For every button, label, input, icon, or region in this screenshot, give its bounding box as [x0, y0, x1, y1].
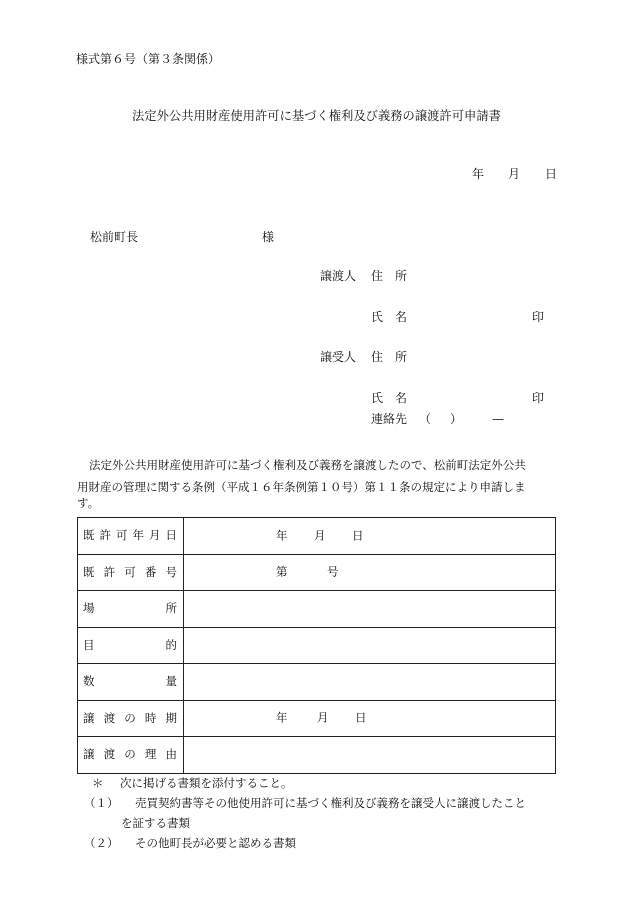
contact-paren-close: ）: [450, 412, 463, 426]
value-month: 月: [314, 528, 326, 542]
note-item-1-line-1: 売買契約書等その他使用許可に基づく権利及び義務を譲受人に譲渡したこと: [135, 796, 526, 810]
value-suffix: 号: [327, 564, 339, 579]
table-row: [78, 518, 556, 555]
table-row: [78, 700, 556, 737]
row-value-cell[interactable]: [184, 554, 556, 591]
transferor-address-label: 住 所: [371, 269, 408, 283]
body-line-1: 法定外公共用財産使用許可に基づく権利及び義務を譲渡したので、松前町法定外公共: [89, 458, 526, 472]
table-row: [78, 737, 556, 774]
body-line-3: す。: [77, 496, 100, 510]
note-item-2-text: その他町長が必要と認める書類: [135, 836, 296, 850]
value-day: 日: [355, 710, 367, 725]
row-value-cell[interactable]: [184, 518, 556, 555]
transferor-role: 譲渡人: [320, 269, 357, 283]
row-value-cell[interactable]: [184, 627, 556, 664]
value-prefix: 第: [276, 564, 288, 579]
date-year-label: 年: [472, 167, 485, 181]
document-title: 法定外公共用財産使用許可に基づく権利及び義務の譲渡許可申請書: [132, 109, 501, 123]
date-month-label: 月: [508, 167, 521, 181]
note-item-1-line-2: を証する書類: [121, 816, 190, 830]
row-value-cell[interactable]: [184, 737, 556, 774]
row-label: 既 許 可 番 号: [83, 564, 177, 579]
row-label-cell: [78, 627, 184, 664]
transferee-name-label: 氏 名: [371, 391, 408, 405]
value-month: 月: [317, 710, 329, 725]
date-day-label: 日: [545, 167, 558, 181]
row-label: 場 所: [83, 601, 177, 615]
row-label-cell: [78, 518, 184, 555]
row-label: 数 量: [83, 674, 177, 688]
transferee-seal: 印: [532, 391, 545, 405]
row-label-cell: [78, 700, 184, 737]
transferor-seal: 印: [532, 310, 545, 324]
table-row: [78, 664, 556, 701]
notes-header-text: 次に掲げる書類を添付すること。: [120, 776, 293, 790]
contact-dash: —: [492, 412, 504, 426]
row-label: 目 的: [83, 637, 177, 652]
value-day: 日: [352, 528, 364, 542]
contact-label: 連絡先: [371, 412, 408, 426]
contact-paren-open: （: [419, 412, 432, 426]
row-label-cell: [78, 554, 184, 591]
note-item-1-number: （１）: [84, 796, 119, 810]
value-year: 年: [276, 710, 288, 725]
body-paragraph: [77, 454, 557, 514]
body-line-2: 用財産の管理に関する条例（平成１６年条例第１０号）第１１条の規定により申請しま: [77, 480, 526, 494]
transferee-address-label: 住 所: [371, 350, 408, 364]
transferee-role: 譲受人: [320, 350, 357, 364]
transferor-name-label: 氏 名: [371, 310, 408, 324]
row-label: 譲 渡 の 時 期: [83, 710, 177, 725]
row-label: 既 許 可 年 月 日: [83, 528, 177, 542]
note-item-2-number: （２）: [84, 836, 119, 850]
row-value-cell[interactable]: [184, 591, 556, 628]
row-label-cell: [78, 664, 184, 701]
row-label: 譲 渡 の 理 由: [83, 747, 177, 761]
row-value-cell[interactable]: [184, 700, 556, 737]
addressee-honorific: 様: [262, 230, 275, 244]
row-label-cell: [78, 591, 184, 628]
form-number: 様式第６号（第３条関係）: [76, 52, 221, 66]
addressee-name: 松前町長: [90, 230, 139, 244]
row-label-cell: [78, 737, 184, 774]
application-table: [77, 517, 556, 774]
table-row: [78, 627, 556, 664]
row-value-cell[interactable]: [184, 664, 556, 701]
table-row: [78, 554, 556, 591]
table-row: [78, 591, 556, 628]
value-year: 年: [276, 528, 288, 542]
notes-header-mark: ＊: [92, 776, 104, 790]
